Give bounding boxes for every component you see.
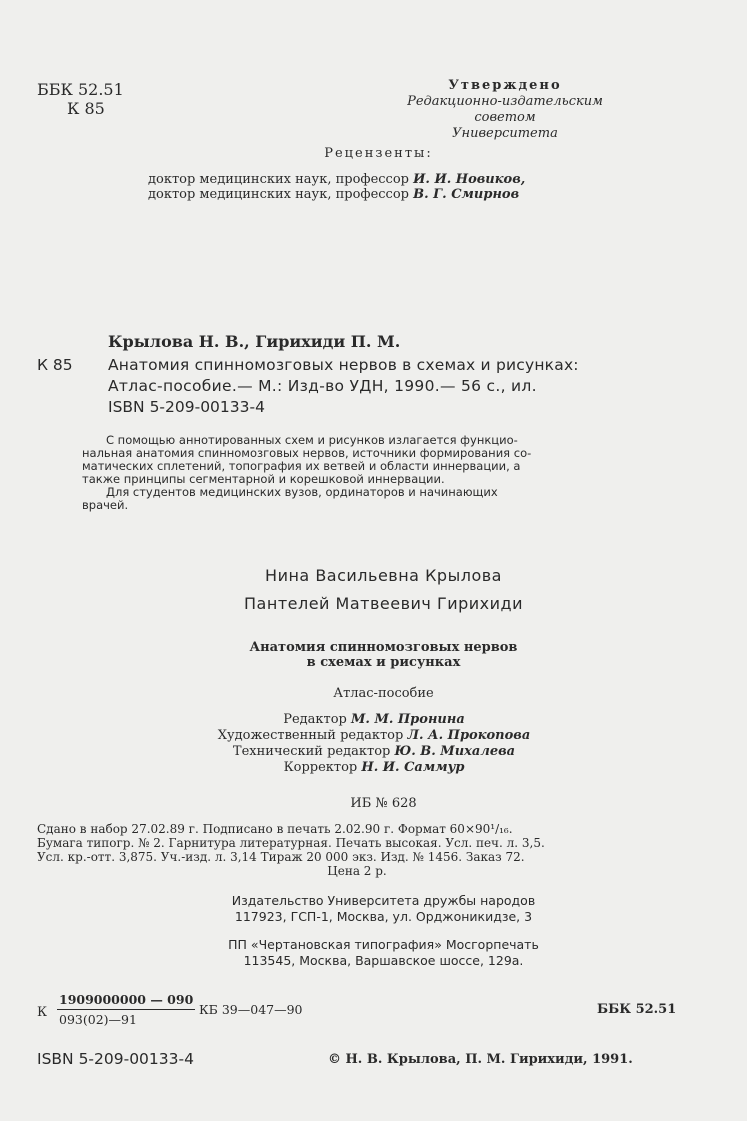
book-subtitle: Атлас-пособие bbox=[333, 686, 434, 701]
reviewer-1 bbox=[148, 172, 525, 187]
catalog-publication-line: Атлас-пособие.— М.: Изд-во УДН, 1990.— 56 с., ил. bbox=[108, 377, 537, 395]
proofreader: Корректор Н. И. Саммур bbox=[283, 760, 465, 775]
reviewer-1-title: доктор медицинских наук, профессор bbox=[148, 172, 409, 187]
print-line: Бумага типогр. № 2. Гарнитура литературная. Печать высокая. Усл. печ. л. 3,5. bbox=[37, 836, 545, 850]
copyright: © Н. В. Крылова, П. М. Гирихиди, 1991. bbox=[328, 1052, 633, 1067]
printer-line: ПП «Чертановская типография» Мосгорпечать bbox=[228, 937, 539, 952]
publisher bbox=[10, 893, 747, 925]
approval-line-2: Университета bbox=[452, 126, 558, 141]
catalog-title-line: Анатомия спинномозговых нервов в схемах и рисунках: bbox=[108, 356, 579, 374]
abstract bbox=[82, 434, 670, 512]
bottom-bbk: ББК 52.51 bbox=[597, 1002, 677, 1017]
reviewer-2-title: доктор медицинских наук, профессор bbox=[148, 187, 409, 202]
price: Цена 2 р. bbox=[327, 864, 387, 878]
reviewer-2-name: В. Г. Смирнов bbox=[413, 187, 520, 202]
editor: Редактор М. М. Пронина bbox=[283, 712, 465, 727]
k-denominator: 093(02)—91 bbox=[57, 1009, 195, 1027]
reviewers-heading: Рецензенты: bbox=[324, 146, 433, 161]
abstract-line: матических сплетений, топография их ветвей и области иннервации, а bbox=[82, 459, 521, 473]
abstract-line: С помощью аннотированных схем и рисунков излагается функцио- bbox=[106, 433, 518, 447]
publisher-line: 117923, ГСП-1, Москва, ул. Орджоникидзе, 3 bbox=[234, 909, 533, 924]
bottom-isbn: ISBN 5-209-00133-4 bbox=[37, 1050, 194, 1068]
author-name-2: Пантелей Матвеевич Гирихиди bbox=[244, 594, 523, 613]
reviewer-2 bbox=[148, 187, 519, 202]
k-numerator: 1909000000 — 090 bbox=[59, 992, 194, 1007]
catalog-code: К 85 bbox=[37, 356, 73, 374]
publisher-line: Издательство Университета дружбы народов bbox=[231, 893, 536, 908]
k-letter: К bbox=[37, 1005, 48, 1020]
tech-editor: Технический редактор Ю. В. Михалева bbox=[232, 744, 516, 759]
editors bbox=[174, 712, 574, 776]
book-title-line-1: Анатомия спинномозговых нервов bbox=[249, 640, 518, 655]
catalog-entry bbox=[108, 355, 668, 418]
printer bbox=[10, 937, 747, 969]
ib-number: ИБ № 628 bbox=[350, 796, 417, 811]
catalog-isbn: ISBN 5-209-00133-4 bbox=[108, 398, 265, 416]
approval-title: Утверждено bbox=[448, 78, 562, 93]
abstract-line: нальная анатомия спинномозговых нервов, источники формирования со- bbox=[82, 446, 532, 460]
reviewer-1-name: И. И. Новиков, bbox=[413, 172, 526, 187]
print-details bbox=[37, 822, 677, 878]
approval-line-1: Редакционно-издательским советом bbox=[407, 94, 603, 125]
book-title bbox=[10, 640, 747, 670]
approval-block bbox=[380, 78, 630, 142]
abstract-line: Для студентов медицинских вузов, ординаторов и начинающих bbox=[106, 485, 498, 499]
kb-code: КБ 39—047—90 bbox=[199, 1002, 303, 1017]
author-name-1: Нина Васильевна Крылова bbox=[265, 566, 502, 585]
book-title-line-2: в схемах и рисунках bbox=[306, 655, 461, 670]
print-line: Усл. кр.-отт. 3,875. Уч.-изд. л. 3,14 Тираж 20 000 экз. Изд. № 1456. Заказ 72. bbox=[37, 850, 525, 864]
catalog-authors: Крылова Н. В., Гирихиди П. М. bbox=[108, 332, 401, 351]
printer-line: 113545, Москва, Варшавское шоссе, 129а. bbox=[243, 953, 524, 968]
k-fraction bbox=[57, 992, 195, 1027]
print-line: Сдано в набор 27.02.89 г. Подписано в печать 2.02.90 г. Формат 60×90¹/₁₆. bbox=[37, 822, 513, 836]
bbk-index: ББК 52.51 bbox=[37, 80, 124, 99]
abstract-line: врачей. bbox=[82, 498, 129, 512]
author-mark: К 85 bbox=[67, 99, 105, 118]
abstract-line: также принципы сегментарной и корешковой иннервации. bbox=[82, 472, 445, 486]
art-editor: Художественный редактор Л. А. Прокопова bbox=[217, 728, 531, 743]
